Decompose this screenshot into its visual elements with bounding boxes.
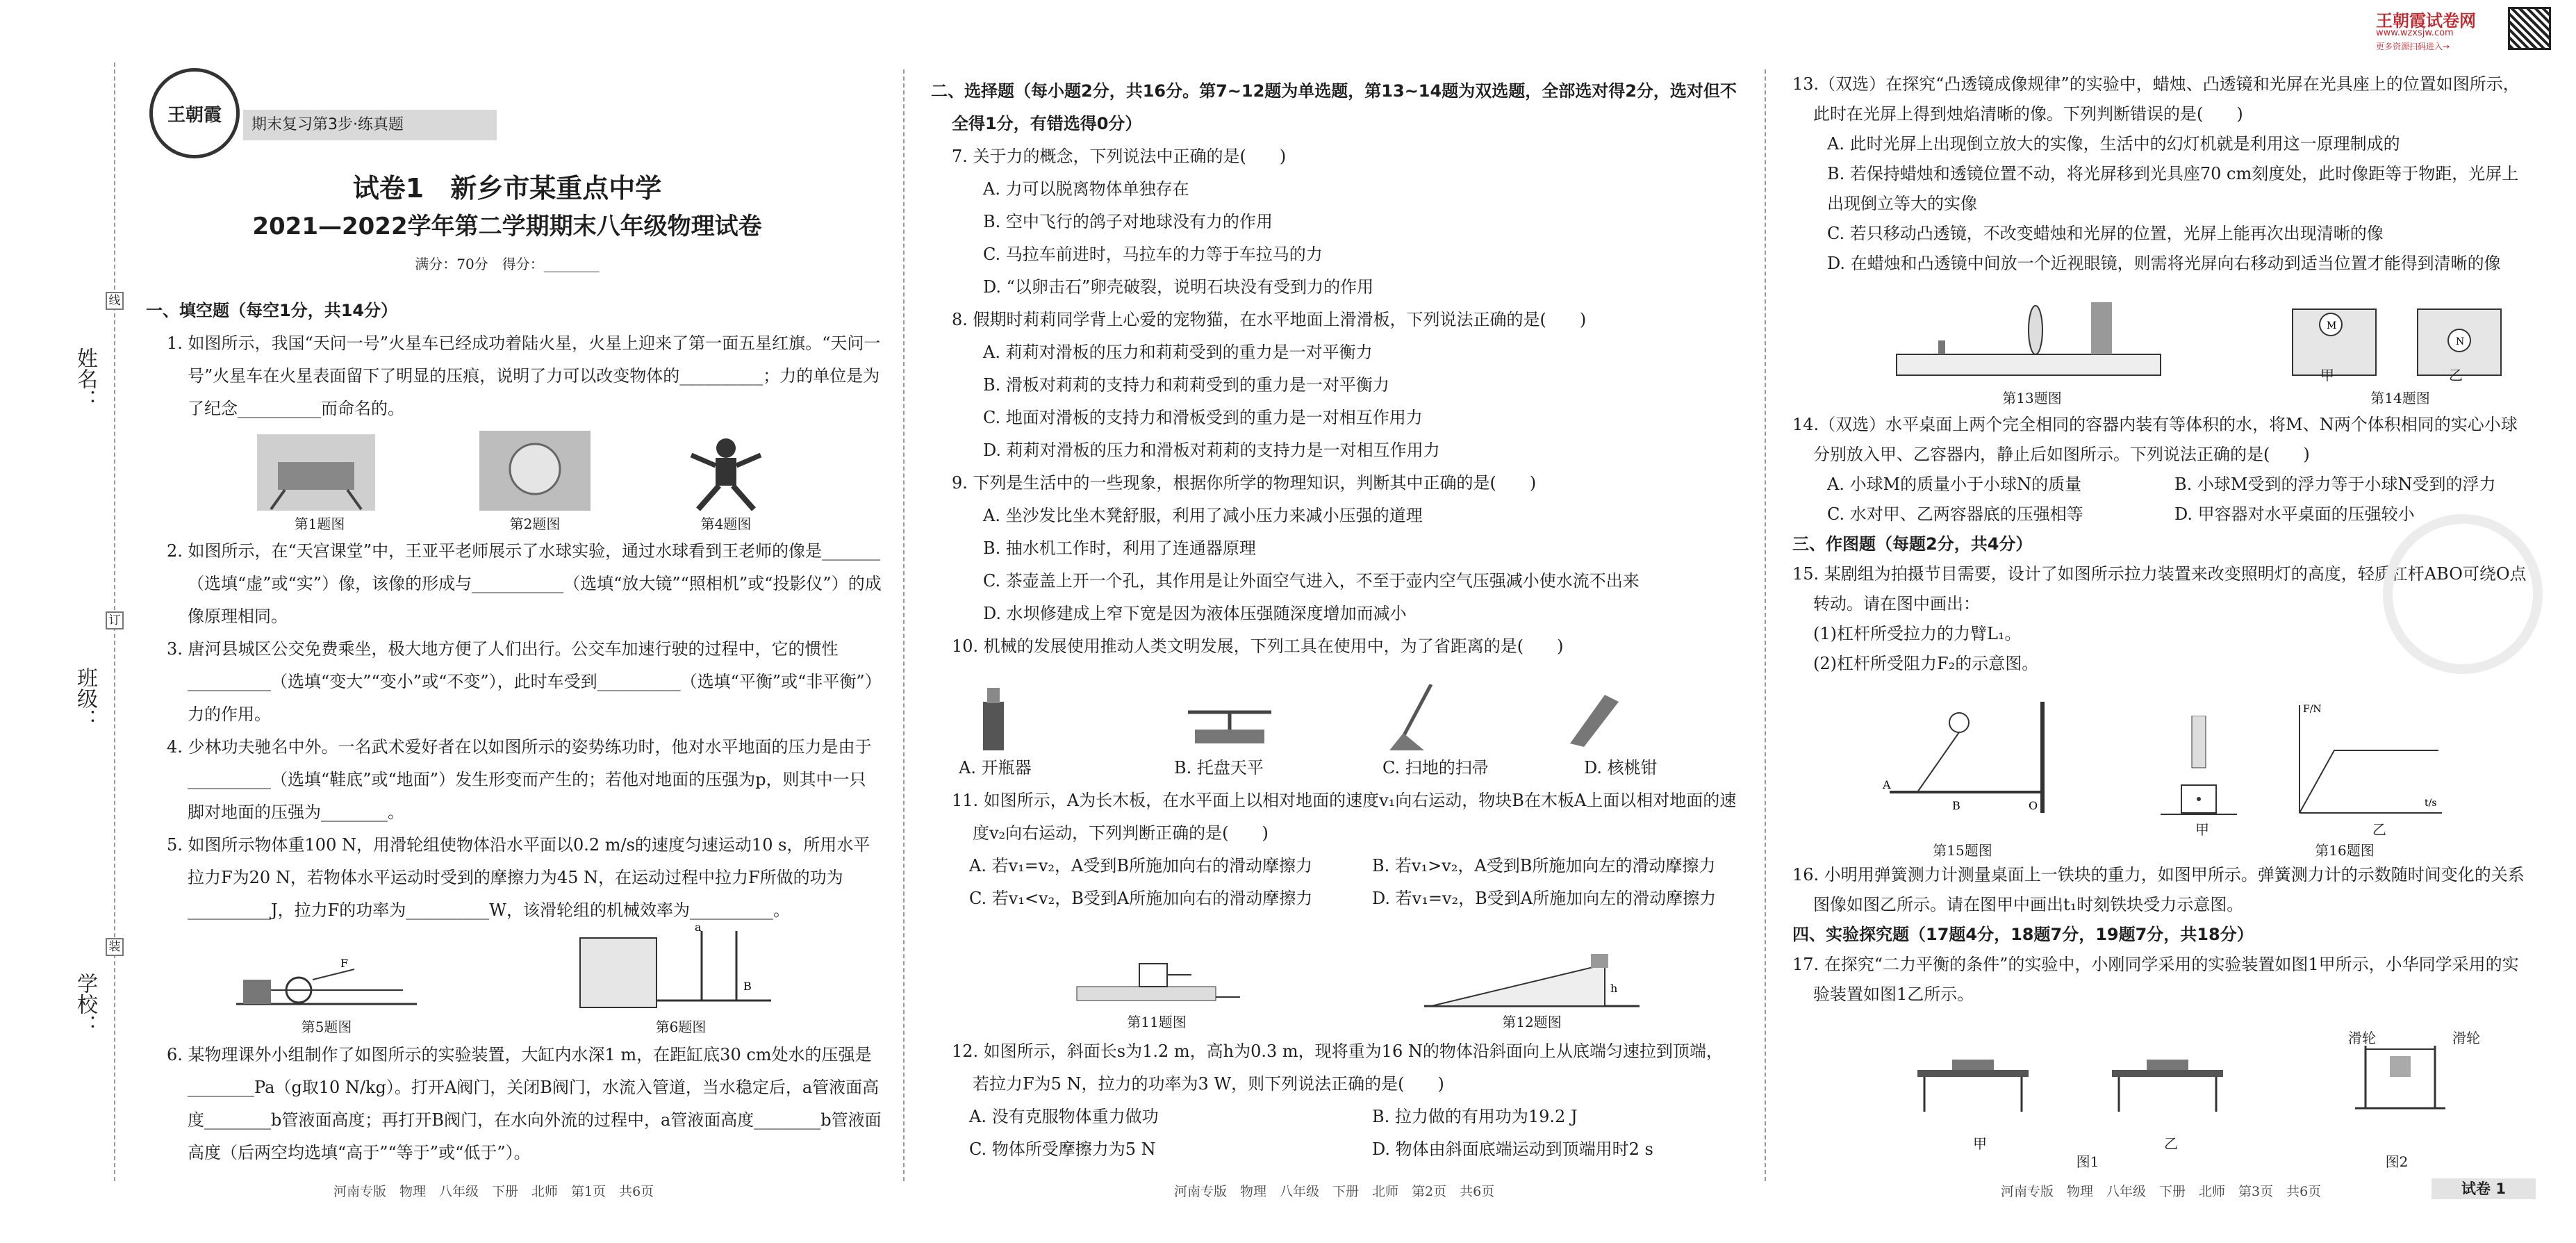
- figure-label: 乙: [2449, 367, 2463, 384]
- column-divider: [903, 69, 905, 1181]
- option: B. 拉力做的有用功为19.2 J: [1372, 1107, 1578, 1126]
- question-12: 12. 如图所示，斜面长s为1.2 m，高h为0.3 m，现将重为16 N的物体沿斜面向上从底端匀速拉到顶端，若拉力F为5 N，拉力的功率为3 W，则下列说法正确的是( ): [952, 1042, 1723, 1094]
- question-17: 17. 在探究“二力平衡的条件”的实验中，小刚同学采用的实验装置如图1甲所示，小华同学采用的实验装置如图1乙所示。: [1792, 955, 2519, 1004]
- svg-text:t/s: t/s: [2425, 798, 2437, 809]
- question-13: 13.（双选）在探究“凸透镜成像规律”的实验中，蜡烛、凸透镜和光屏在光具座上的位置如图所示，此时在光屏上得到烛焰清晰的像。下列判断错误的是( ): [1792, 74, 2520, 124]
- svg-text:F: F: [340, 957, 349, 970]
- option: A. 力可以脱离物体单独存在: [983, 179, 1189, 199]
- middle-column: [931, 75, 1737, 663]
- figure-13: [1890, 288, 2168, 386]
- question-5: 5. 如图所示物体重100 N，用滑轮组使物体沿水平面以0.2 m/s的速度匀速运动10 s，所用水平拉力F为20 N，若物体水平运动时受到的摩擦力为45 N，在运动过程中拉力F所做的功为__________J，拉力F的功率为__________W，该滑轮组的机械效率为__________。: [167, 835, 870, 920]
- page-footer: 河南专版 物理 八年级 下册 北师 第1页 共6页: [333, 1184, 654, 1199]
- figure-10a: [962, 688, 1028, 750]
- figure-caption: 图2: [2385, 1153, 2409, 1170]
- left-column-2: [146, 535, 882, 927]
- figure-6: [577, 924, 785, 1011]
- figure-caption: 第15题图: [1933, 842, 1992, 859]
- option: C. 马拉车前进时，马拉车的力等于车拉马的力: [983, 245, 1323, 264]
- page-title: 试卷1 新乡市某重点中学: [352, 173, 662, 204]
- figure-15: [1876, 702, 2056, 813]
- figure-16-jia: [2161, 716, 2237, 820]
- binding-box: 线: [106, 292, 124, 310]
- figure-caption: 第1题图: [294, 516, 345, 532]
- figure-caption: 第12题图: [1502, 1014, 1562, 1030]
- corner-slogan: 更多资源扫码进入→: [2376, 42, 2450, 51]
- question-14: 14.（双选）水平桌面上两个完全相同的容器内装有等体积的水，将M、N两个体积相同的实心小球分别放入甲、乙容器内，静止后如图所示。下列说法正确的是( ): [1792, 415, 2518, 464]
- svg-text:h: h: [1610, 982, 1618, 995]
- binding-box: 订: [106, 611, 124, 629]
- option: C. 若只移动凸透镜，不改变蜡烛和光屏的位置，光屏上能再次出现清晰的像: [1827, 224, 2384, 243]
- svg-text:A: A: [1883, 778, 1891, 791]
- figure-caption: 图1: [2076, 1153, 2099, 1170]
- paper-tag: 试卷 1: [2431, 1178, 2536, 1199]
- question-8: 8. 假期时莉莉同学背上心爱的宠物猫，在水平地面上滑滑板，下列说法正确的是( ): [952, 310, 1587, 329]
- page-subtitle: 2021—2022学年第二学期期末八年级物理试卷: [252, 213, 762, 240]
- question-15: 15. 某剧组为拍摄节目需要，设计了如图所示拉力装置来改变照明灯的高度，轻质杠杆ABO可绕O点转动。请在图中画出：: [1792, 564, 2527, 614]
- figure-2: [479, 431, 591, 511]
- figure-caption: 第11题图: [1127, 1014, 1187, 1030]
- figure-caption: 第13题图: [2002, 390, 2062, 406]
- figure-caption: 第6题图: [655, 1019, 707, 1035]
- section-heading: 一、填空题（每空1分，共14分）: [146, 301, 398, 320]
- option: C. 地面对滑板的支持力和滑板受到的重力是一对相互作用力: [983, 408, 1423, 427]
- figure-label: 乙: [2372, 821, 2386, 838]
- question-1: 1. 如图所示，我国“天问一号”火星车已经成功着陆火星，火星上迎来了第一面五星红旗。“天问一号”火星车在火星表面留下了明显的压痕，说明了力可以改变物体的__________；力的单位是为了纪念__________而命名的。: [167, 334, 881, 418]
- middle-column-2: [931, 1035, 1737, 1166]
- option: C. 水对甲、乙两容器底的压强相等: [1827, 504, 2083, 524]
- figure-11: [1070, 948, 1250, 1004]
- svg-text:M: M: [2327, 320, 2337, 331]
- figure-caption: 第16题图: [2315, 842, 2375, 859]
- option: D. 水坝修建成上窄下宽是因为液体压强随深度增加而减小: [983, 604, 1407, 623]
- page-footer: 河南专版 物理 八年级 下册 北师 第2页 共6页: [1174, 1184, 1495, 1199]
- figure-5: [236, 952, 417, 1007]
- option: A. 此时光屏上出现倒立放大的实像，生活中的幻灯机就是利用这一原理制成的: [1827, 134, 2400, 154]
- right-column: [1792, 69, 2529, 279]
- page-footer: 河南专版 物理 八年级 下册 北师 第3页 共6页: [2001, 1184, 2322, 1199]
- left-column: [146, 295, 882, 425]
- question-10: 10. 机械的发展使用推动人类文明发展，下列工具在使用中，为了省距离的是( ): [952, 636, 1564, 656]
- figure-label: 甲: [1973, 1135, 1987, 1152]
- option: D. 核桃钳: [1584, 758, 1658, 777]
- option: C. 物体所受摩擦力为5 N: [969, 1139, 1156, 1159]
- figure-caption: 第2题图: [509, 516, 561, 532]
- option: A. 莉莉对滑板的压力和莉莉受到的重力是一对平衡力: [983, 343, 1373, 362]
- question-9: 9. 下列是生活中的一些现象，根据你所学的物理知识，判断其中正确的是( ): [952, 473, 1537, 493]
- figure-10b: [1181, 691, 1278, 747]
- option: D. 甲容器对水平桌面的压强较小: [2174, 504, 2415, 524]
- section-heading: 三、作图题（每题2分，共4分）: [1792, 534, 2033, 554]
- q10-options: [931, 752, 1737, 915]
- score-line: 满分：70分 得分：________: [415, 256, 600, 272]
- left-column-3: [146, 1039, 882, 1169]
- figure-17-1: [1904, 1042, 2265, 1119]
- figure-label: 乙: [2164, 1135, 2178, 1152]
- option: C. 若v₁<v₂，B受到A所施加向右的滑动摩擦力: [969, 889, 1313, 908]
- corner-url: www.wzxsjw.com: [2376, 28, 2454, 38]
- svg-text:O: O: [2029, 799, 2038, 812]
- option: B. 托盘天平: [1174, 758, 1264, 777]
- option: B. 滑板对莉莉的支持力和莉莉受到的重力是一对平衡力: [983, 375, 1389, 395]
- question-11: 11. 如图所示，A为长木板，在水平面上以相对地面的速度v₁向右运动，物块B在木板A上面以相对地面的速度v₂向右运动，下列判断正确的是( ): [952, 791, 1737, 843]
- section-heading: 二、选择题（每小题2分，共16分。第7~12题为单选题，第13~14题为双选题，全部选对得2分，选对但不全得1分，有错选得0分）: [931, 81, 1737, 133]
- figure-label: 甲: [2195, 821, 2209, 838]
- option: B. 若保持蜡烛和透镜位置不动，将光屏移到光具座70 cm刻度处，此时像距等于物距，光屏上出现倒立等大的实像: [1827, 164, 2519, 213]
- option: A. 没有克服物体重力做功: [969, 1107, 1159, 1126]
- option: D. 若v₁=v₂，B受到A所施加向左的滑动摩擦力: [1372, 889, 1717, 908]
- question-2: 2. 如图所示，在“天宫课堂”中，王亚平老师展示了水球实验，通过水球看到王老师的像是_______（选填“虚”或“实”）像，该像的形成与___________（选填“放大镜”“照相机”或“投影仪”）的成像原理相同。: [167, 541, 882, 626]
- figure-12: [1424, 944, 1640, 1010]
- figure-1: [257, 434, 375, 511]
- qr-code-icon[interactable]: [2508, 7, 2551, 50]
- option: B. 若v₁>v₂，A受到B所施加向左的滑动摩擦力: [1372, 856, 1716, 875]
- option: C. 扫地的扫帚: [1382, 758, 1489, 777]
- figure-label: 滑轮: [2348, 1030, 2376, 1046]
- column-divider: [1765, 69, 1766, 1181]
- figure-label: 甲: [2320, 367, 2334, 384]
- figure-caption: 第14题图: [2370, 390, 2430, 406]
- option: A. 小球M的质量小于小球N的质量: [1827, 475, 2082, 494]
- section-heading: 四、实验探究题（17题4分，18题7分，19题7分，共18分）: [1792, 925, 2254, 944]
- question-4: 4. 少林功夫驰名中外。一名武术爱好者在以如图所示的姿势练功时，他对水平地面的压力是由于__________（选填“鞋底”或“地面”）发生形变而产生的；若他对地面的压强为p，则其中一只脚对地面的压强为________。: [167, 737, 872, 822]
- question-6: 6. 某物理课外小组制作了如图所示的实验装置，大缸内水深1 m，在距缸底30 cm处水的压强是________Pa（g取10 N/kg）。打开A阀门，关闭B阀门，水流入管道，当水稳定后，a管液面高度________b管液面高度；再打开B阀门，在水向外流的过程中，a管液面高度________b管液面高度（后两空均选填“高于”“等于”或“低于”）。: [167, 1045, 882, 1162]
- school-label: 学校：: [73, 973, 97, 1035]
- figure-10c: [1382, 684, 1445, 750]
- option: A. 开瓶器: [959, 758, 1032, 777]
- option: B. 空中飞行的鸽子对地球没有力的作用: [983, 212, 1273, 231]
- option: D. 物体由斜面底端运动到顶端用时2 s: [1372, 1139, 1653, 1159]
- figure-4: [688, 434, 764, 511]
- watermark-seal: [2383, 514, 2543, 674]
- right-column-3: [1792, 860, 2529, 1010]
- figure-caption: 第5题图: [301, 1019, 352, 1035]
- option: D. 莉莉对滑板的压力和滑板对莉莉的支持力是一对相互作用力: [983, 441, 1440, 460]
- sub-question: (2)杠杆所受阻力F₂的示意图。: [1813, 654, 2039, 673]
- option: B. 抽水机工作时，利用了连通器原理: [983, 538, 1256, 558]
- option: B. 小球M受到的浮力等于小球N受到的浮力: [2174, 475, 2496, 494]
- question-7: 7. 关于力的概念，下列说法中正确的是( ): [952, 147, 1287, 166]
- sub-question: (1)杠杆所受拉力的力臂L₁。: [1813, 624, 2022, 643]
- name-label: 姓名：: [73, 347, 97, 410]
- brand-logo: 王朝霞: [149, 68, 240, 158]
- brand-subtitle: 期末复习第3步·练真题: [243, 110, 497, 140]
- question-16: 16. 小明用弹簧测力计测量桌面上一铁块的重力，如图甲所示。弹簧测力计的示数随时间变化的关系图像如图乙所示。请在图甲中画出t₁时刻铁块受力示意图。: [1792, 865, 2525, 914]
- figure-caption: 第4题图: [700, 516, 752, 532]
- option: D. 在蜡烛和凸透镜中间放一个近视眼镜，则需将光屏向右移动到适当位置才能得到清晰的像: [1827, 254, 2501, 273]
- binding-box: 装: [106, 938, 124, 956]
- corner-brand: 王朝霞试卷网: [2376, 11, 2476, 31]
- svg-text:a: a: [695, 924, 702, 934]
- question-3: 3. 唐河县城区公交免费乘坐，极大地方便了人们出行。公交车加速行驶的过程中，它的惯性__________（选填“变大”“变小”或“不变”），此时车受到__________（选填“平衡”或“非平衡”）力的作用。: [167, 639, 882, 724]
- svg-text:N: N: [2456, 336, 2465, 347]
- figure-10d: [1563, 688, 1626, 750]
- svg-text:F/N: F/N: [2303, 704, 2322, 715]
- svg-text:B: B: [1952, 799, 1960, 812]
- option: A. 若v₁=v₂，A受到B所施加向右的滑动摩擦力: [969, 856, 1313, 875]
- figure-label: 滑轮: [2452, 1030, 2480, 1046]
- class-label: 班级：: [73, 667, 97, 730]
- svg-text:B: B: [743, 980, 752, 993]
- option: D. “以卵击石”卵壳破裂，说明石块没有受到力的作用: [983, 277, 1374, 297]
- option: A. 坐沙发比坐木凳舒服，利用了减小压力来减小压强的道理: [983, 506, 1423, 525]
- option: C. 茶壶盖上开一个孔，其作用是让外面空气进入，不至于壶内空气压强减小使水流不出来: [983, 571, 1640, 591]
- figure-16-yi: [2286, 702, 2445, 820]
